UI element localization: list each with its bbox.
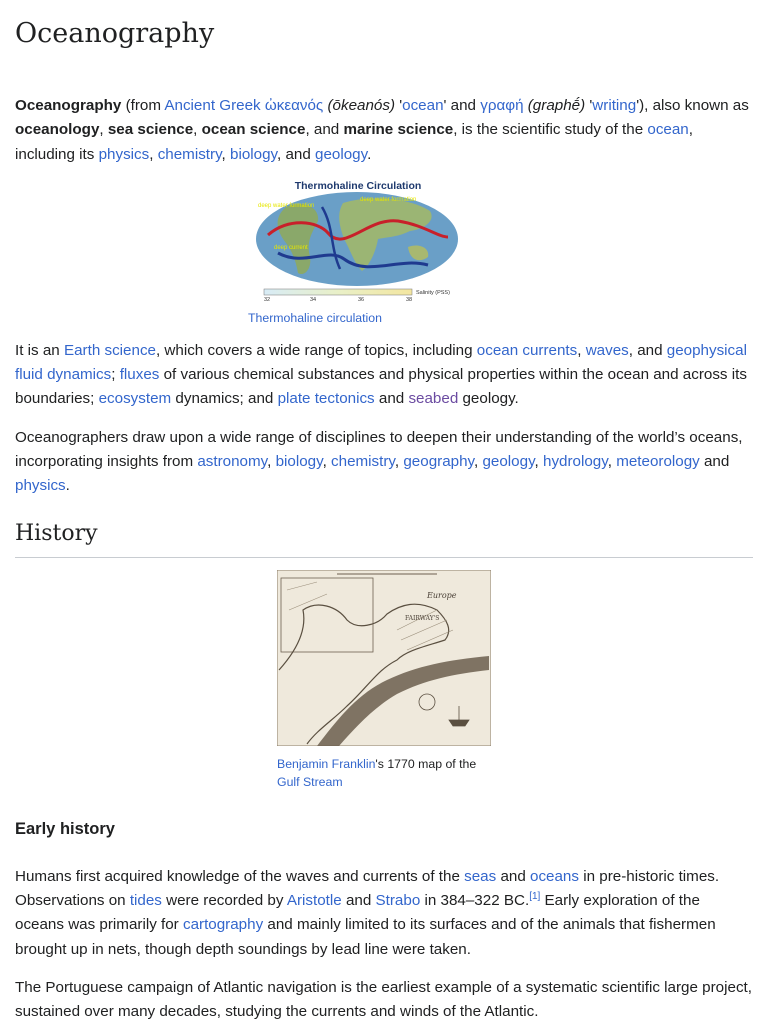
- link-writing[interactable]: writing: [592, 97, 637, 114]
- link-waves[interactable]: waves: [585, 341, 629, 359]
- map-annotation-3: deep current: [274, 244, 308, 251]
- link-graphe[interactable]: γραφή: [480, 97, 524, 114]
- salinity-tick: 34: [310, 296, 317, 301]
- link-fluxes[interactable]: fluxes: [119, 366, 160, 384]
- subject-term: Oceanography: [15, 97, 122, 114]
- reference-1[interactable]: [1]: [529, 890, 541, 902]
- thermohaline-caption[interactable]: Thermohaline circulation: [248, 310, 382, 325]
- map-label-newfoundland: FAIRWAY'S: [405, 614, 440, 622]
- page-title: Oceanography: [15, 18, 215, 49]
- thermohaline-image-title: Thermohaline Circulation: [294, 179, 422, 192]
- link-physics[interactable]: physics: [15, 477, 66, 495]
- disciplines-paragraph: Oceanographers draw upon a wide range of disciplines to deepen their understanding of the world’s oceans, incorporating insights from astronomy, biology, chemistry, geography, geology, hydrology, meteorology and physics.: [15, 428, 743, 495]
- franklin-map-figure: [277, 570, 491, 791]
- link-biology[interactable]: biology: [275, 453, 323, 471]
- history-heading: History: [15, 519, 753, 558]
- franklin-map-image[interactable]: [277, 570, 491, 746]
- scope-paragraph: It is an Earth science, which covers a wide range of topics, including ocean currents, waves, and geophysical fluid dynamics; fluxes of various chemical substances and physical properties within the ocean and across its boundaries; ecosystem dynamics; and plate tectonics and seabed geology.: [15, 341, 747, 408]
- early-history-paragraph: Humans first acquired knowledge of the waves and currents of the seas and oceans in pre-historic times. Observations on tides were recorded by Aristotle and Strabo in 384–322 BC.[1] Early exploration of the oceans was primarily for cartography and mainly limited to its surfaces and of the animals that fishermen brought up in nets, though depth soundings by lead line were taken.: [15, 867, 720, 958]
- link-seabed[interactable]: seabed: [408, 390, 459, 408]
- map-label-europe: Europe: [427, 590, 457, 600]
- map-annotation-2: deep water formation: [360, 196, 417, 203]
- link-plate-tectonics[interactable]: plate tectonics: [277, 390, 375, 408]
- link-ocean-word[interactable]: ocean: [402, 97, 444, 114]
- intro-paragraph: Oceanography (from Ancient Greek ὠκεανός (ōkeanós) 'ocean' and γραφή (graphḗ) 'writing'), also known as oceanology, sea science, ocean science, and marine science, is the scientific study of the ocean, including its physics, chemistry, biology, and geology.: [15, 97, 749, 163]
- link-hydrology[interactable]: hydrology: [543, 453, 608, 471]
- link-astronomy[interactable]: astronomy: [197, 453, 268, 471]
- link-geology[interactable]: geology: [315, 145, 368, 163]
- link-strabo[interactable]: Strabo: [375, 891, 421, 909]
- link-ocean-currents[interactable]: ocean currents: [476, 341, 578, 359]
- link-ocean[interactable]: ocean: [647, 121, 689, 139]
- link-biology[interactable]: biology: [230, 145, 278, 163]
- link-aristotle[interactable]: Aristotle: [286, 891, 342, 909]
- portuguese-paragraph: The Portuguese campaign of Atlantic navigation is the earliest example of a systematic scientific large project, sustained over many decades, studying the currents and winds of the Atlantic.: [15, 978, 752, 1021]
- link-cartography[interactable]: cartography: [182, 916, 264, 934]
- thermohaline-map-image[interactable]: [248, 177, 458, 301]
- link-oceans[interactable]: oceans: [530, 867, 579, 885]
- salinity-scale-bar: [264, 289, 412, 295]
- early-history-heading: Early history: [15, 819, 115, 838]
- link-seas[interactable]: seas: [464, 867, 497, 885]
- salinity-scale-label: Salinity (PSS): [416, 289, 450, 296]
- map-annotation-1: deep water formation: [258, 202, 315, 209]
- link-ancient-greek[interactable]: Ancient Greek: [164, 97, 261, 114]
- franklin-map-caption: Benjamin Franklin's 1770 map of the Gulf Stream: [277, 756, 477, 789]
- link-gulf-stream[interactable]: Gulf Stream: [277, 774, 343, 789]
- thermohaline-figure: [248, 177, 458, 327]
- link-geology[interactable]: geology: [482, 453, 535, 471]
- link-geography[interactable]: geography: [403, 453, 475, 471]
- link-benjamin-franklin[interactable]: Benjamin Franklin: [277, 756, 376, 771]
- link-chemistry[interactable]: chemistry: [331, 453, 395, 471]
- link-chemistry[interactable]: chemistry: [157, 145, 222, 163]
- salinity-tick: 36: [358, 296, 365, 301]
- link-tides[interactable]: tides: [129, 891, 162, 909]
- link-okeanos[interactable]: ὠκεανός: [264, 97, 324, 114]
- link-earth-science[interactable]: Earth science: [63, 341, 156, 359]
- link-physics[interactable]: physics: [98, 145, 150, 163]
- salinity-tick: 38: [406, 296, 413, 301]
- link-ecosystem[interactable]: ecosystem: [98, 390, 172, 408]
- link-meteorology[interactable]: meteorology: [616, 453, 700, 471]
- link-geophysical-fluid-dynamics[interactable]: geophysical fluid dynamics: [15, 341, 747, 384]
- salinity-tick: 32: [264, 296, 271, 301]
